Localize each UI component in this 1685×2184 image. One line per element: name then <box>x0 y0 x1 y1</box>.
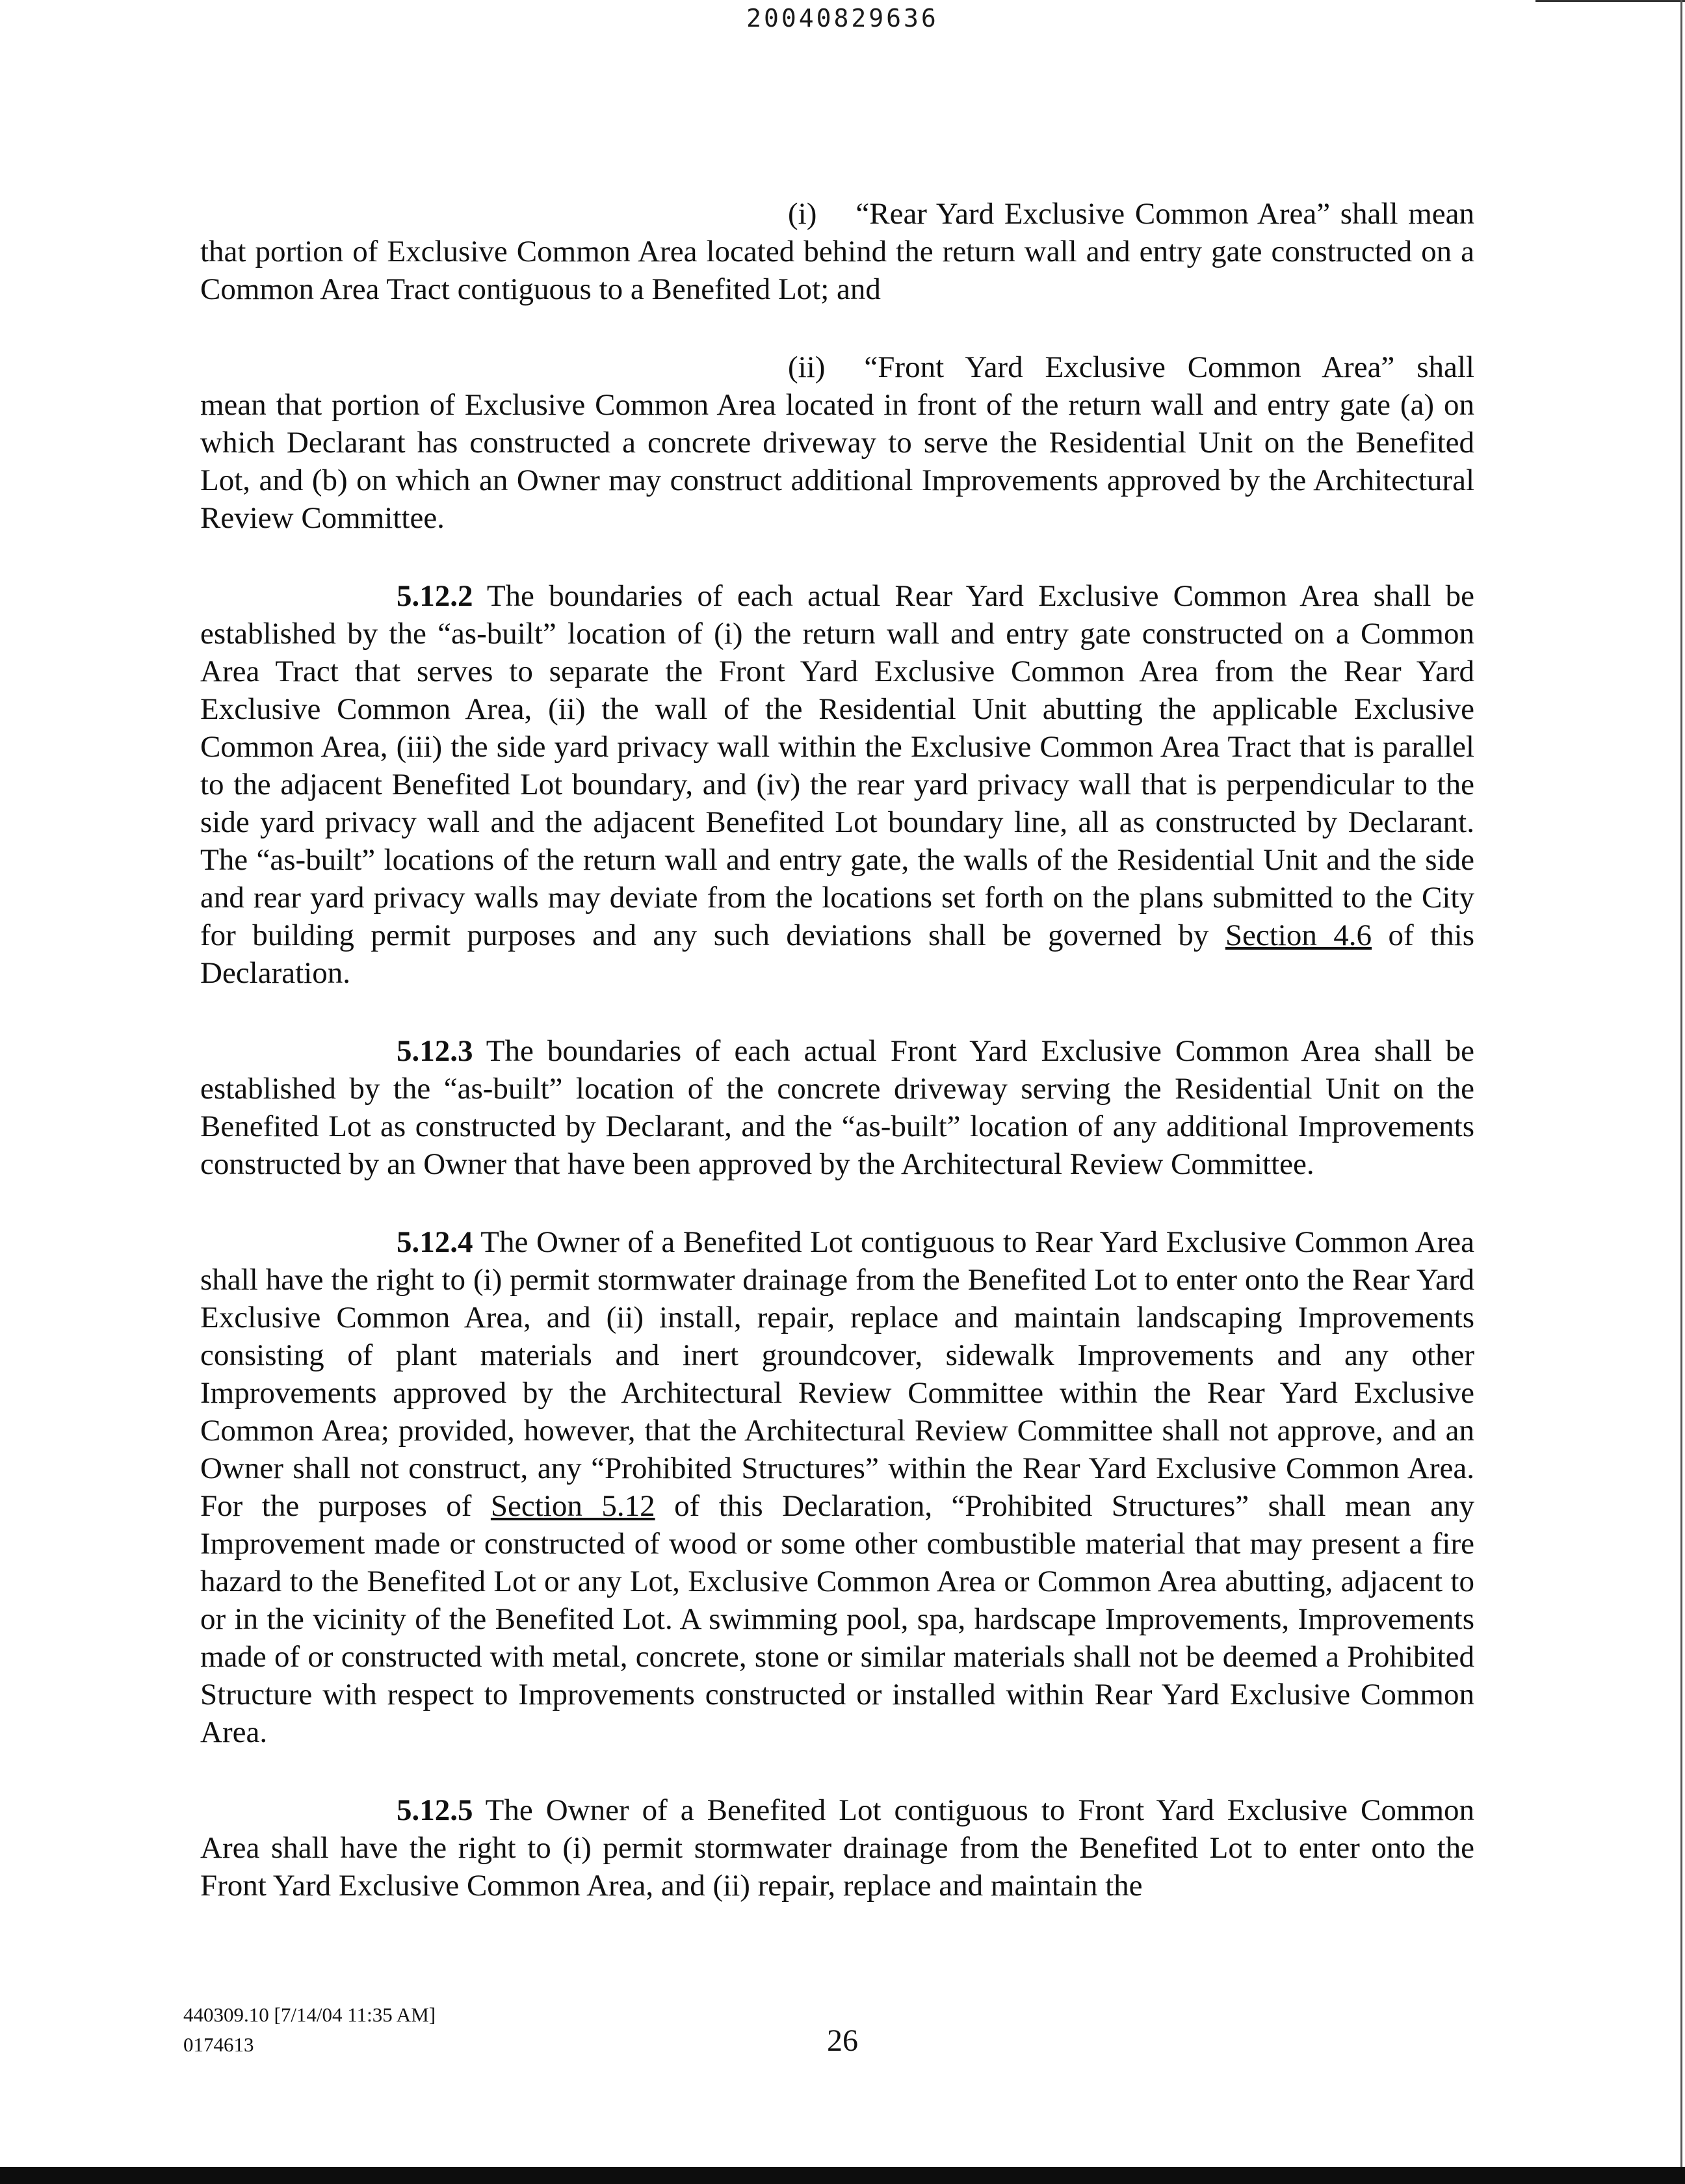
footer-client-number: 0174613 <box>183 2033 254 2056</box>
section-number: 5.12.5 <box>397 1793 473 1827</box>
paragraph-ii-text: “Front Yard Exclusive Common Area” shall mean that portion of Exclusive Common Area located in front of the return wall and entry gate (a) on which Declarant has constructed a concrete driveway to serve the Residential Unit on the Benefited Lot, and (b) on which an Owner may construct additional Improvements approved by the Architectural Review Committee. <box>200 350 1474 535</box>
section-text-end: of this Declaration, “Prohibited Structures” shall mean any Improvement made or constructed of wood or some other combustible material that may present a fire hazard to the Benefited Lot or any Lot, Exclusive Common Area or Common Area abutting, adjacent to or in the vicinity of the Benefited Lot. A swimming pool, spa, hardscape Improvements, Improvements made of or constructed with metal, concrete, stone or similar materials shall not be deemed a Prohibited Structure with respect to Improvements constructed or installed within Rear Yard Exclusive Common Area. <box>200 1489 1475 1749</box>
section-text: The boundaries of each actual Front Yard Exclusive Common Area shall be established by the “as-built” location of the concrete driveway serving the Residential Unit on the Benefited Lot as constructed by Declarant, and the “as-built” location of any additional Improvements constructed by an Owner that have been approved by the Architectural Review Committee. <box>200 1034 1474 1181</box>
section-5-12-2 <box>200 577 1474 992</box>
paragraph-i-label: (i) <box>788 197 817 231</box>
section-text: The Owner of a Benefited Lot contiguous to Rear Yard Exclusive Common Area shall have the right to (i) permit stormwater drainage from the Benefited Lot to enter onto the Rear Yard Exclusive Common Area, and (ii) install, repair, replace and maintain landscaping Improvements consisting of plant materials and inert groundcover, sidewalk Improvements and any other Improvements approved by the Architectural Review Committee within the Rear Yard Exclusive Common Area; provided, however, that the Architectural Review Committee shall not approve, and an Owner shall not construct, any “Prohibited Structures” within the Rear Yard Exclusive Common Area. For the purposes of <box>200 1225 1474 1523</box>
document-number: 20040829636 <box>746 4 939 32</box>
bottom-scan-border <box>0 2167 1685 2184</box>
paragraph-ii-label: (ii) <box>788 350 826 384</box>
section-reference: Section 5.12 <box>490 1489 655 1523</box>
paragraph-ii <box>200 348 1474 537</box>
document-body <box>200 195 1474 1945</box>
section-number: 5.12.2 <box>397 579 473 613</box>
footer-document-id: 440309.10 [7/14/04 11:35 AM] <box>183 2003 436 2026</box>
section-reference: Section 4.6 <box>1225 918 1372 952</box>
top-edge-rule <box>1535 0 1685 2</box>
paragraph-i-text: “Rear Yard Exclusive Common Area” shall mean that portion of Exclusive Common Area located behind the return wall and entry gate constructed on a Common Area Tract contiguous to a Benefited Lot; and <box>200 197 1474 306</box>
page-number: 26 <box>827 2023 858 2058</box>
section-5-12-3 <box>200 1032 1474 1183</box>
section-5-12-4 <box>200 1223 1474 1751</box>
section-number: 5.12.4 <box>397 1225 473 1259</box>
section-text-end: of this Declaration. <box>200 918 1475 990</box>
right-edge-rule <box>1680 0 1682 2184</box>
section-5-12-5 <box>200 1791 1474 1904</box>
section-text: The Owner of a Benefited Lot contiguous to Front Yard Exclusive Common Area shall have the right to (i) permit stormwater drainage from the Benefited Lot to enter onto the Front Yard Exclusive Common Area, and (ii) repair, replace and maintain the <box>200 1793 1474 1903</box>
section-number: 5.12.3 <box>397 1034 473 1068</box>
paragraph-i <box>200 195 1474 308</box>
section-text: The boundaries of each actual Rear Yard Exclusive Common Area shall be established by the “as-built” location of (i) the return wall and entry gate constructed on a Common Area Tract that serves to separate the Front Yard Exclusive Common Area from the Rear Yard Exclusive Common Area, (ii) the wall of the Residential Unit abutting the applicable Exclusive Common Area, (iii) the side yard privacy wall within the Exclusive Common Area Tract that is parallel to the adjacent Benefited Lot boundary, and (iv) the rear yard privacy wall that is perpendicular to the side yard privacy wall and the adjacent Benefited Lot boundary line, all as constructed by Declarant. The “as-built” locations of the return wall and entry gate, the walls of the Residential Unit and the side and rear yard privacy walls may deviate from the locations set forth on the plans submitted to the City for building permit purposes and any such deviations shall be governed by <box>200 579 1474 952</box>
